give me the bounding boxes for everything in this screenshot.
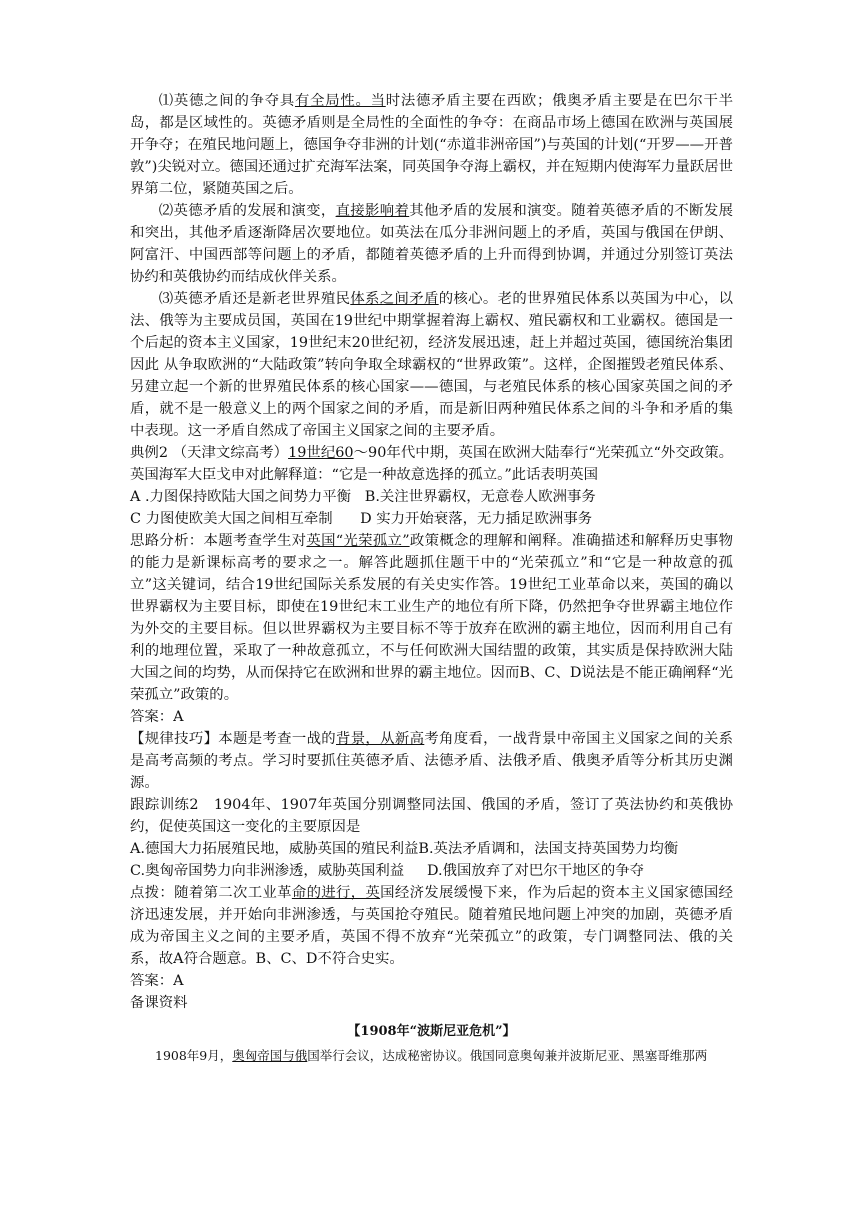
text: 其他矛盾的发展和演变。随着英德矛盾的不断发展和突出，其他矛盾逐渐降居次要地位。如英法在瓜分非洲问题上的矛盾，英国与俄国在伊朗、阿富汗、中国西部等问题上的矛盾，都随着英德矛盾的上升而得到协调，并通过分别签订英法协约和英俄协约而结成伙伴关系。 [130,203,733,285]
text: 政策概念的理解和阐释。准确描述和解释历史事物的能力是新课标高考的要求之一。解答此题抓住题干中的“光荣孤立”和“它是一种故意的孤立”这关键词，结合19世纪国际关系发展的有关史实作答。19世纪工业革命以来，英国的确以世界霸权为主要目标，即使在19世纪末工业生产的地位有所下降，仍然把争夺世界霸主地位作为外交的主要目标。但以世界霸权为主要目标不等于放弃在欧洲的霸主地位，因而利用自己有利的地理位置，采取了一种故意孤立，不与任何欧洲大国结盟的政策，其实质是保持欧洲大陆大国之间的均势，从而保持它在欧洲和世界的霸主地位。因而B、C、D说法是不能正确阐释“光荣孤立”政策的。 [130,533,733,703]
training-2-hint [130,882,733,970]
text: 国举行会议，达成秘密协议。俄国同意奥匈兼并波斯尼亚、黑塞哥维那两 [307,1048,708,1063]
training-2-options-ab [130,838,733,860]
option-c: C.奥匈帝国势力向非洲渗透，威胁英国利益 [130,863,405,879]
underlined-text: 命的进行，英 [291,885,381,901]
example-2-stem [130,442,733,486]
option-d: D.俄国放弃了对巴尔干地区的争夺 [426,863,645,879]
text: 的核心。老的世界殖民体系以英国为中心，以法、俄等为主要成员国，英国在19世纪中期掌握着海上霸权、殖民霸权和工业霸权。德国是一个后起的资本主义国家，19世纪末20世纪初，经济发展迅速，赶上并超过英国，德国统治集团因此 从争取欧洲的“大陆政策”转向争取全球霸权的“世界政策”。这样，企图摧毁老殖民体系、另建立起一个新的世界殖民体系的核心国家——德国，与老殖民体系的核心国家英国之间的矛盾，就不是一般意义上的两个国家之间的矛盾，而是新旧两种殖民体系之间的斗争和矛盾的集中表现。这一矛盾自然成了帝国主义国家之间的主要矛盾。 [130,291,733,439]
underlined-text: 奥匈帝国与俄 [232,1048,308,1063]
text: 典例2 （天津文综高考） [130,445,289,461]
underlined-text: 有全局性。当 [294,93,386,109]
training-2-options-cd [130,860,733,882]
text: ⑴英德之间的争夺具 [158,93,295,109]
training-2-stem: 跟踪训练2 1904年、1907年英国分别调整同法国、俄国的矛盾，签订了英法协约和英俄协约，促使英国这一变化的主要原因是 [130,797,733,835]
option-d: D 实力开始衰落，无力插足欧洲事务 [360,511,593,527]
text: 【规律技巧】本题是考查一战的 [130,731,336,747]
text: 考角度看，一战背景中帝国主义国家之间的关系是高考高频的考点。学习时要抓住英德矛盾、法德矛盾、法俄矛盾、俄奥矛盾等分析其历史渊源。 [130,731,733,791]
option-b: B.英法矛盾调和，法国支持英国势力均衡 [418,841,679,857]
text: ⑶英德矛盾还是新老世界殖民 [158,291,351,307]
text: 时法德矛盾主要在西欧；俄奥矛盾主要是在巴尔干半岛，都是区域性的。英德矛盾则是全局性的全面性的争夺：在商品市场上德国在欧洲与英国展开争夺；在殖民地问题上，德国争夺非洲的计划(“赤道非洲帝国”)与英国的计划(“开罗——开普敦”)尖锐对立。德国还通过扩充海军法案，同英国争夺海上霸权，并在短期内使海军力量跃居世界第二位，紧随英国之后。 [130,93,733,197]
material-title: 【1908年“波斯尼亚危机”】 [347,1024,516,1039]
underlined-text: 直接影响着 [335,203,410,219]
paragraph-3 [130,288,733,442]
underlined-text: 英国“光荣孤立” [306,533,410,549]
material-paragraph [130,1046,733,1065]
text: 1908年9月， [155,1048,233,1063]
material-heading: 备课资料 [130,995,188,1011]
option-a: A .力图保持欧陆大国之间势力平衡 [130,489,352,505]
underlined-text: 背景，从新高 [336,731,425,747]
example-2-answer: 答案：A [130,709,184,725]
option-c: C 力图使欧美大国之间相互牵制 [130,511,333,527]
text: 国经济发展缓慢下来，作为后起的资本主义国家德国经济迅速发展，并开始向非洲渗透，与英国抢夺殖民。随着殖民地问题上冲突的加剧，英德矛盾成为帝国主义之间的主要矛盾，英国不得不放弃“光荣孤立”的政策，专门调整同法、俄的关系，故A符合题意。B、C、D不符合史实。 [130,885,733,967]
underlined-text: 体系之间矛盾 [350,291,439,307]
text: ～90年代中期，英国在欧洲大陆奉行“光荣孤立“外交政策。英国海军大臣戈申对此解释道：“它是一种故意选择的孤立。”此话表明英国 [130,445,734,483]
document-page [130,90,733,1065]
text: ⑵英德矛盾的发展和演变， [158,203,336,219]
paragraph-2 [130,200,733,288]
paragraph-1 [130,90,733,200]
rule-tip [130,728,733,794]
underlined-text: 19世纪60 [288,445,354,461]
training-2-answer: 答案：A [130,973,184,989]
text: 思路分析：本题考查学生对 [130,533,307,549]
option-b: B.关注世界霸权，无意卷人欧洲事务 [364,489,596,505]
example-2-options-cd [130,508,733,530]
option-a: A.德国大力拓展殖民地，威胁英国的殖民利益 [130,841,419,857]
example-2-options-ab [130,486,733,508]
example-2-analysis [130,530,733,706]
text: 点拨：随着第二次工业革 [130,885,292,901]
